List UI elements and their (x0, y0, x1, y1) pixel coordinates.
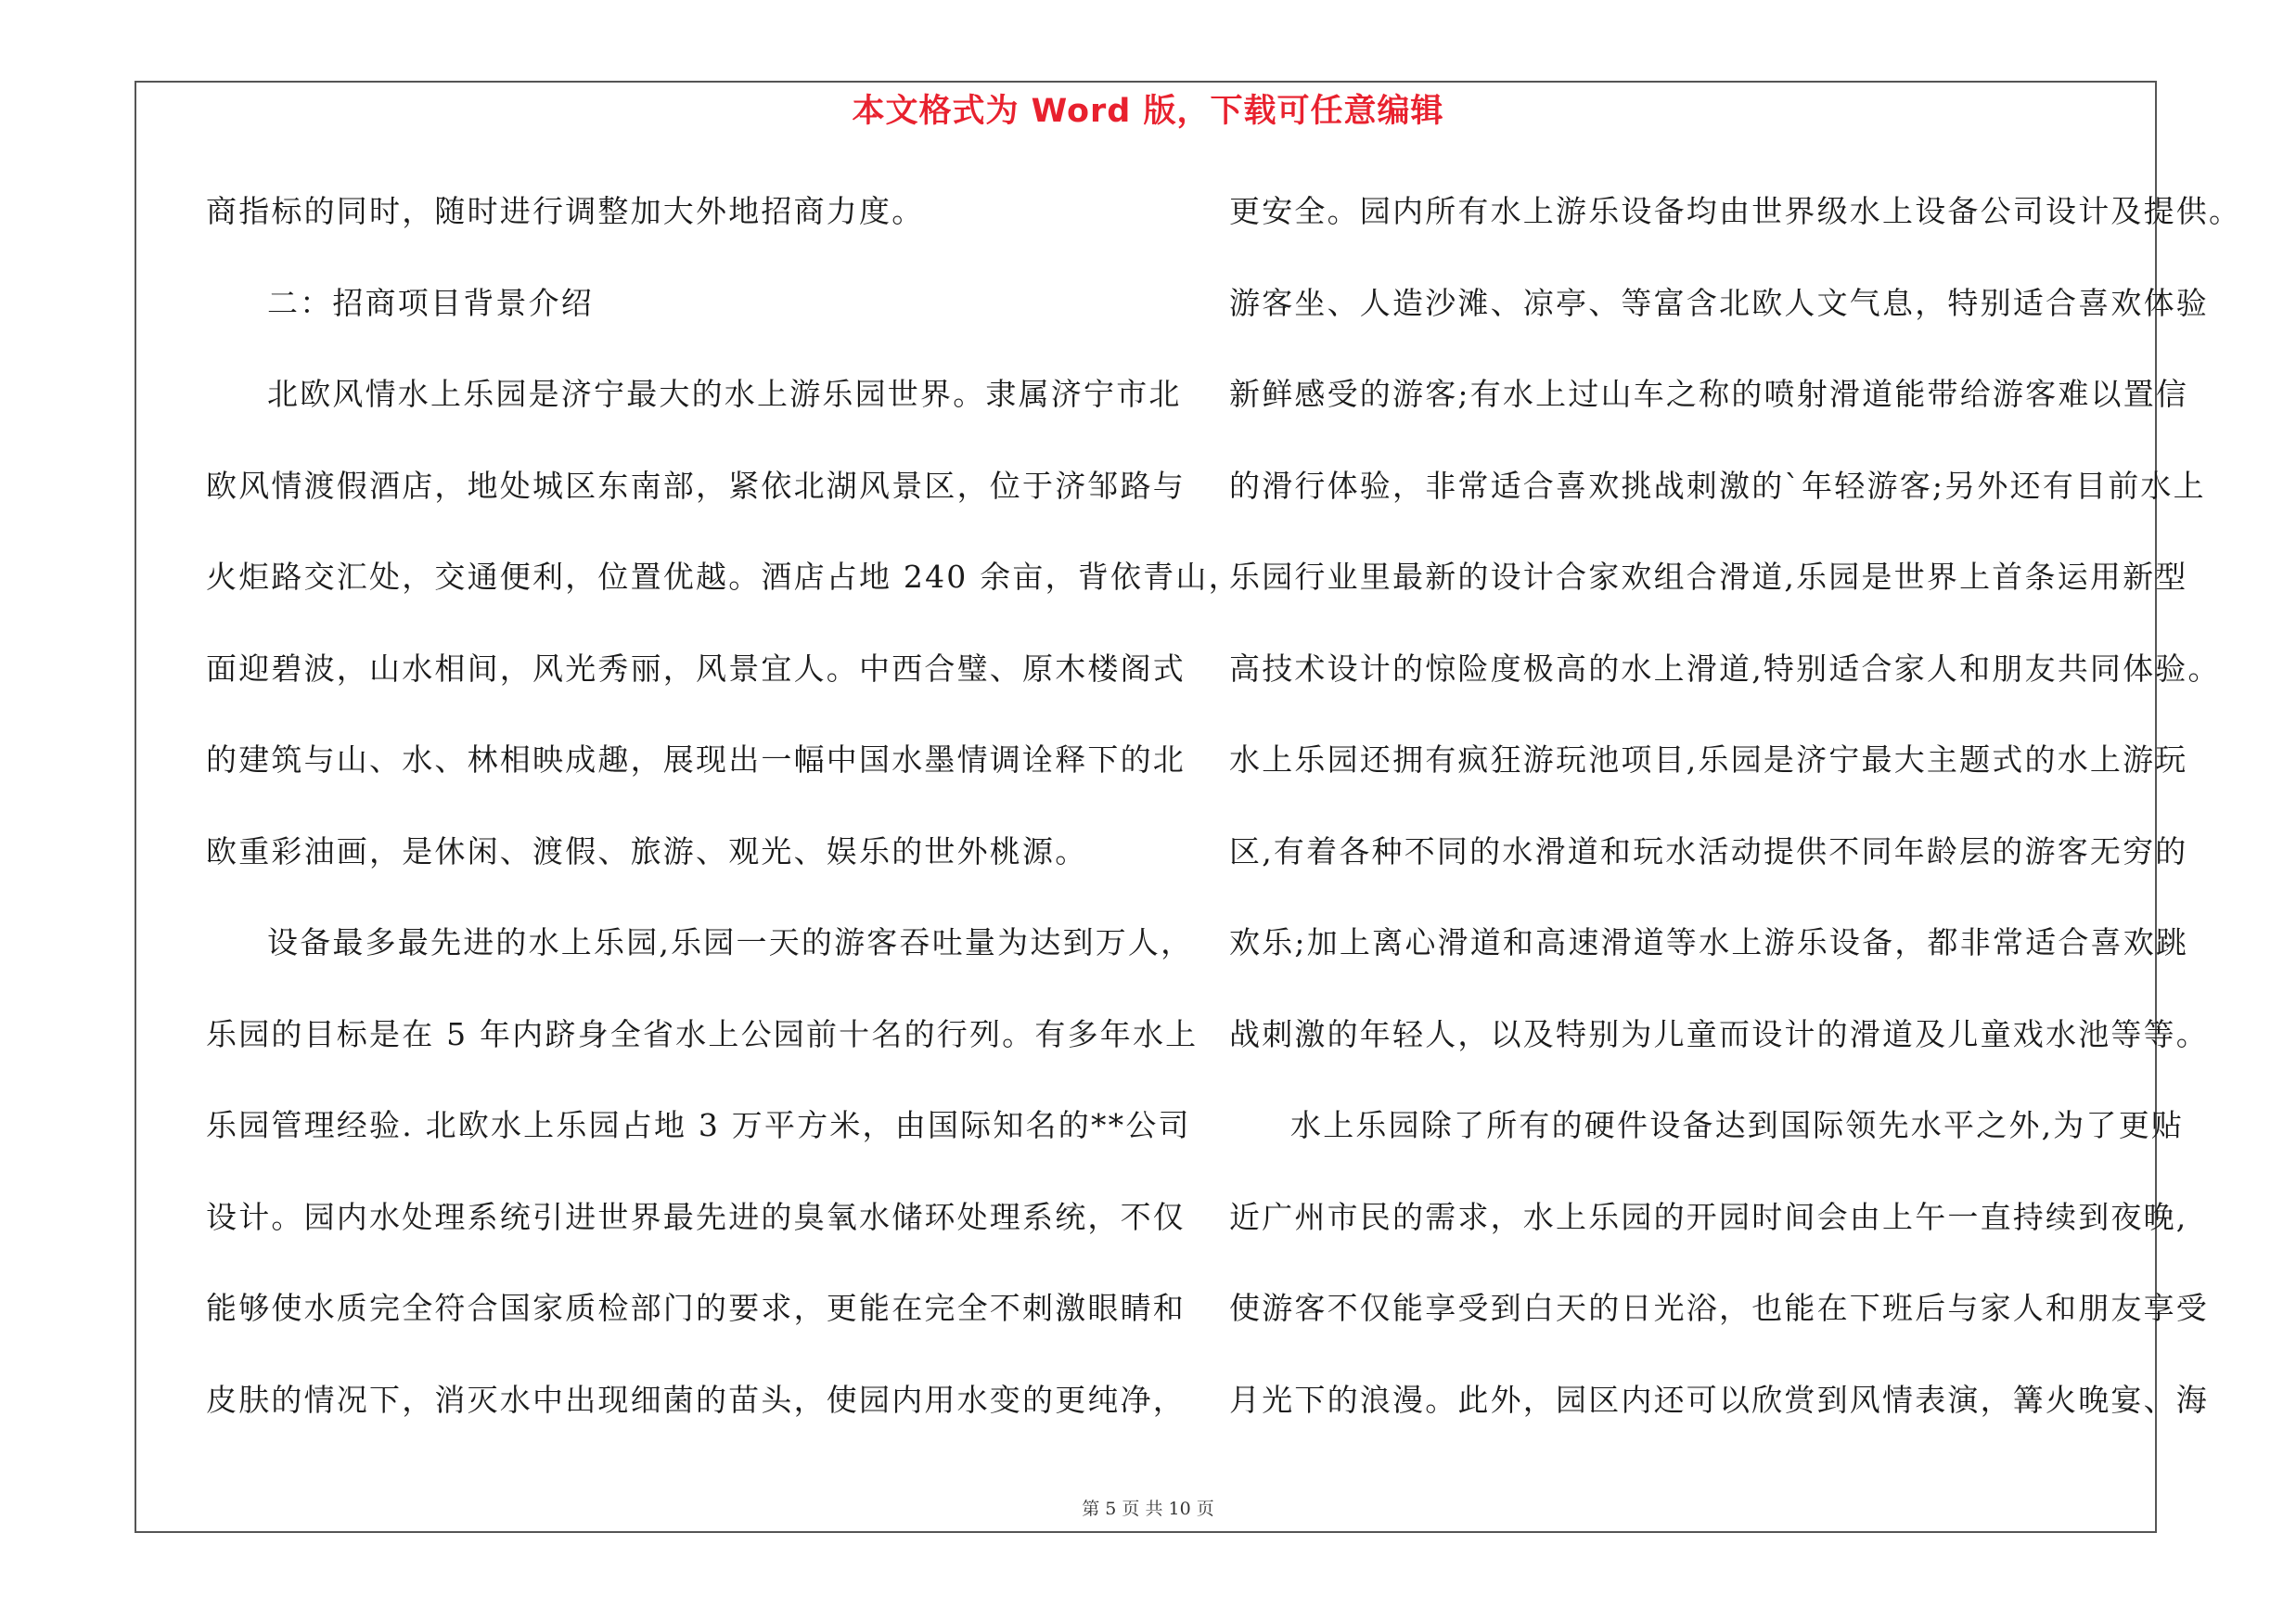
text-line: 二：招商项目背景介绍 (267, 284, 594, 321)
text-line: 高技术设计的惊险度极高的水上滑道,特别适合家人和朋友共同体验。 (1229, 650, 2221, 687)
text-line: 能够使水质完全符合国家质检部门的要求，更能在完全不刺激眼睛和 (206, 1290, 1186, 1326)
text-line: 区,有着各种不同的水滑道和玩水活动提供不同年龄层的游客无穷的 (1229, 832, 2188, 869)
text-line: 乐园行业里最新的设计合家欢组合滑道,乐园是世界上首条运用新型 (1229, 559, 2188, 595)
text-line: 乐园的目标是在 5 年内跻身全省水上公园前十名的行列。有多年水上 (206, 1015, 1199, 1052)
text-line: 欢乐;加上离心滑道和高速滑道等水上游乐设备，都非常适合喜欢跳 (1229, 924, 2189, 960)
text-line: 的建筑与山、水、林相映成趣，展现出一幅中国水墨情调诠释下的北 (206, 741, 1186, 778)
text-line: 的滑行体验，非常适合喜欢挑战刺激的`年轻游客;另外还有目前水上 (1229, 467, 2206, 504)
text-line: 商指标的同时，随时进行调整加大外地招商力度。 (206, 193, 925, 229)
text-line: 近广州市民的需求，水上乐园的开园时间会由上午一直持续到夜晚, (1229, 1198, 2188, 1235)
word-format-banner: 本文格式为 Word 版，下载可任意编辑 (852, 93, 1444, 130)
text-line: 北欧风情水上乐园是济宁最大的水上游乐园世界。隶属济宁市北 (267, 376, 1182, 412)
text-line: 面迎碧波，山水相间，风光秀丽，风景宜人。中西合璧、原木楼阁式 (206, 650, 1186, 687)
text-line: 更安全。园内所有水上游乐设备均由世界级水上设备公司设计及提供。 (1229, 193, 2242, 229)
text-line: 游客坐、人造沙滩、凉亭、等富含北欧人文气息，特别适合喜欢体验 (1229, 284, 2209, 321)
page-number-footer: 第 5 页 共 10 页 (1082, 1499, 1214, 1519)
text-line: 欧风情渡假酒店，地处城区东南部，紧依北湖风景区，位于济邹路与 (206, 467, 1186, 504)
text-line: 水上乐园还拥有疯狂游玩池项目,乐园是济宁最大主题式的水上游玩 (1229, 741, 2188, 778)
text-line: 水上乐园除了所有的硬件设备达到国际领先水平之外,为了更贴 (1290, 1107, 2185, 1143)
left-text-column (206, 176, 1241, 1456)
text-line: 皮肤的情况下，消灭水中出现细菌的苗头，使园内用水变的更纯净， (206, 1381, 1186, 1418)
text-line: 火炬路交汇处，交通便利，位置优越。酒店占地 240 余亩，背依青山， (206, 559, 1241, 595)
text-line: 使游客不仅能享受到白天的日光浴，也能在下班后与家人和朋友享受 (1229, 1290, 2209, 1326)
text-line: 战刺激的年轻人，以及特别为儿童而设计的滑道及儿童戏水池等等。 (1229, 1015, 2209, 1052)
text-line: 设计。园内水处理系统引进世界最先进的臭氧水储环处理系统，不仅 (206, 1198, 1186, 1235)
text-line: 月光下的浪漫。此外，园区内还可以欣赏到风情表演，篝火晚宴、海 (1229, 1381, 2209, 1418)
text-line: 乐园管理经验. 北欧水上乐园占地 3 万平方米，由国际知名的**公司 (206, 1107, 1191, 1143)
text-line: 新鲜感受的游客;有水上过山车之称的喷射滑道能带给游客难以置信 (1229, 376, 2189, 412)
right-text-column (1229, 176, 2242, 1456)
text-line: 欧重彩油画，是休闲、渡假、旅游、观光、娱乐的世外桃源。 (206, 832, 1088, 869)
text-line: 设备最多最先进的水上乐园,乐园一天的游客吞吐量为达到万人， (267, 924, 1194, 960)
